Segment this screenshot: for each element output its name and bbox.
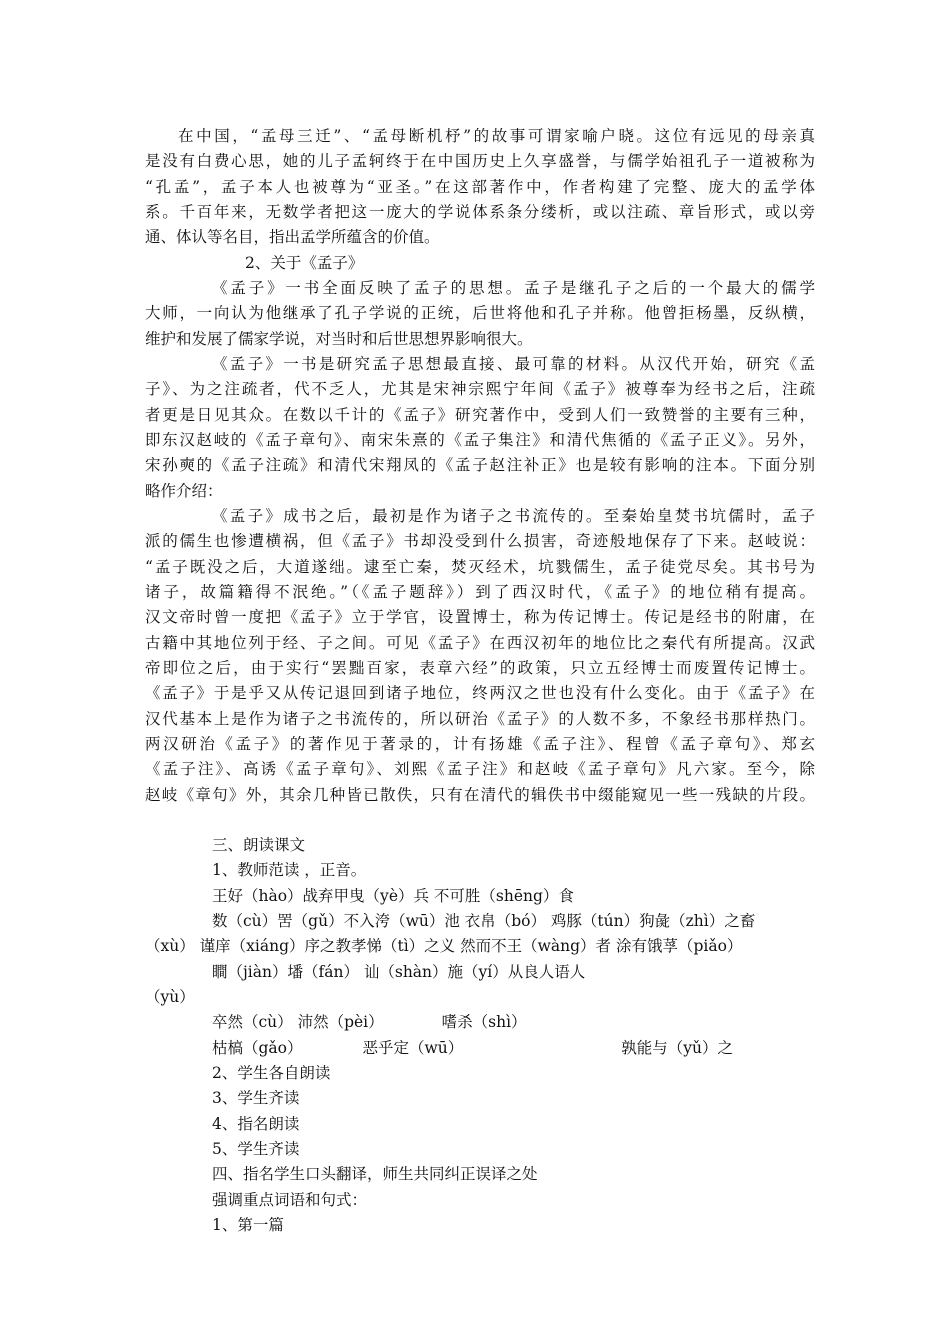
pronunciation-line: （yù） <box>145 988 195 1006</box>
step-item: 5、学生齐读 <box>212 1140 300 1158</box>
paragraph-line: 《孟子注》、高诱《孟子章句》、刘熙《孟子注》和赵岐《孟子章句》凡六家。至今，除 <box>145 760 815 778</box>
paragraph-line: 《孟子》成书之后，最初是作为诸子之书流传的。至秦始皇焚书坑儒时，孟子 <box>212 507 815 525</box>
step-item: 2、学生各自朗读 <box>212 1064 331 1082</box>
pronunciation-term: 枯槁（gǎo） <box>212 1039 303 1057</box>
pronunciation-line: 数（cù）罟（gǔ）不入洿（wū）池 衣帛（bó） 鸡豚（tún）狗彘（zhì）之畜 <box>212 912 756 930</box>
paragraph-line: 两汉研治《孟子》的著作见于著录的，计有扬雄《孟子注》、程曾《孟子章句》、郑玄 <box>145 735 815 753</box>
emphasis-note: 强调重点词语和句式： <box>212 1191 368 1209</box>
paragraph-line: 宋孙奭的《孟子注疏》和清代宋翔凤的《孟子赵注补正》也是较有影响的注本。下面分别 <box>145 456 815 474</box>
pronunciation-line <box>212 1036 733 1061</box>
intro-line: 是没有白费心思，她的儿子孟轲终于在中国历史上久享盛誉，与儒学始祖孔子一道被称为 <box>145 152 815 170</box>
step-item: 1、教师范读 ，正音。 <box>212 861 367 879</box>
paragraph-line: 汉代基本上是作为诸子之书流传的，所以研治《孟子》的人数不多，不象经书那样热门。 <box>145 710 815 728</box>
pronunciation-line: 王好（hào）战弃甲曳（yè）兵 不可胜（shēng）食 <box>212 887 574 905</box>
paragraph-line: “孟子既没之后，大道遂绌。逮至亡秦，焚灭经术，坑戮儒生，孟子徒党尽矣。其书号为 <box>145 558 815 576</box>
intro-line: 系。千百年来，无数学者把这一庞大的学说体系条分缕析，或以注疏、章旨形式，或以旁 <box>145 203 815 221</box>
paragraph-line: 古籍中其地位列于经、子之间。可见《孟子》在西汉初年的地位比之秦代有所提高。汉武 <box>145 634 815 652</box>
pronunciation-term: 孰能与（yǔ）之 <box>621 1039 734 1057</box>
paragraph-line: 大师，一向认为他继承了孔子学说的正统，后世将他和孔子并称。他曾拒杨墨，反纵横， <box>145 304 815 322</box>
paragraph-line: 即东汉赵岐的《孟子章句》、南宋朱熹的《孟子集注》和清代焦循的《孟子正义》。另外， <box>145 431 815 449</box>
paragraph-line: 赵岐《章句》外，其余几种皆已散佚，只有在清代的辑佚书中缀能窥见一些一残缺的片段。 <box>145 786 815 804</box>
intro-line: 通、体认等名目，指出孟学所蕴含的价值。 <box>145 228 440 246</box>
paragraph-line: 《孟子》一书是研究孟子思想最直接、最可靠的材料。从汉代开始，研究《孟 <box>212 355 815 373</box>
part-heading: 1、第一篇 <box>212 1216 284 1234</box>
pronunciation-line: 瞷（jiàn）墦（fán） 讪（shàn）施（yí）从良人语人 <box>212 963 586 981</box>
paragraph-line: 帝即位之后，由于实行“罢黜百家，表章六经”的政策，只立五经博士而废置传记博士。 <box>145 659 815 677</box>
section-heading: 2、关于《孟子》 <box>245 254 364 272</box>
pronunciation-line: （xù） 谨庠（xiáng）序之教孝悌（tì）之义 然而不王（wàng）者 涂有饿莩（piǎo） <box>145 937 743 955</box>
paragraph-line: 略作介绍： <box>145 482 223 500</box>
section-heading: 三、朗读课文 <box>212 836 306 854</box>
pronunciation-term: 卒然（cù） 沛然（pèi） <box>212 1013 384 1031</box>
paragraph-line: 《孟子》一书全面反映了孟子的思想。孟子是继孔子之后的一个最大的儒学 <box>212 279 815 297</box>
paragraph-line: 诸子，故篇籍得不泯绝。”（《孟子题辞》）到了西汉时代，《孟子》的地位稍有提高。 <box>145 583 815 601</box>
pronunciation-term: 恶乎定（wū） <box>362 1039 464 1057</box>
paragraph-line: 派的儒生也惨遭横祸，但《孟子》书却没受到什么损害，奇迹般地保存了下来。赵岐说： <box>145 532 815 550</box>
pronunciation-line <box>212 1010 527 1035</box>
step-item: 4、指名朗读 <box>212 1115 300 1133</box>
paragraph-line: 子》、为之注疏者，代不乏人，尤其是宋神宗熙宁年间《孟子》被尊奉为经书之后，注疏 <box>145 380 815 398</box>
pronunciation-term: 嗜杀（shì） <box>441 1013 527 1031</box>
step-item: 3、学生齐读 <box>212 1089 300 1107</box>
intro-line: “孔孟”，孟子本人也被尊为“亚圣。”在这部著作中，作者构建了完整、庞大的孟学体 <box>145 178 815 196</box>
paragraph-line: 者更是日见其众。在数以千计的《孟子》研究著作中，受到人们一致赞誉的主要有三种， <box>145 406 815 424</box>
section-heading: 四、指名学生口头翻译，师生共同纠正误译之处 <box>212 1165 538 1183</box>
paragraph-line: 维护和发展了儒家学说，对当时和后世思想界影响很大。 <box>145 330 533 348</box>
intro-line: 在中国，“孟母三迁”、“孟母断机杼”的故事可谓家喻户晓。这位有远见的母亲真 <box>178 127 815 145</box>
paragraph-line: 汉文帝时曾一度把《孟子》立于学官，设置博士，称为传记博士。传记是经书的附庸，在 <box>145 608 815 626</box>
paragraph-line: 《孟子》于是乎又从传记退回到诸子地位，终两汉之世也没有什么变化。由于《孟子》在 <box>145 684 815 702</box>
